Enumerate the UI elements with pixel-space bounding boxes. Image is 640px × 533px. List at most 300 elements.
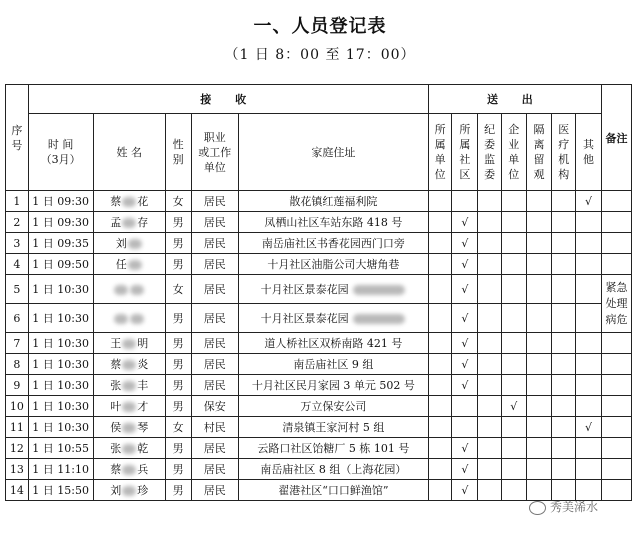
send-cell <box>526 304 552 333</box>
row-occupation: 居民 <box>191 354 238 375</box>
table-row <box>6 304 632 333</box>
send-cell <box>452 191 478 212</box>
send-cell <box>478 275 502 304</box>
header-send-char: 他 <box>583 153 595 166</box>
address-text: 十月社区景泰花园 <box>260 283 349 296</box>
header-send-char: 所 <box>459 123 471 136</box>
row-gender: 男 <box>165 212 191 233</box>
send-cell <box>552 396 576 417</box>
send-cell <box>478 333 502 354</box>
send-cell <box>526 438 552 459</box>
redacted-text <box>128 239 142 249</box>
remark-note-line: 处理 <box>605 296 628 310</box>
send-cell <box>526 375 552 396</box>
name-given: 珍 <box>137 484 149 497</box>
row-number: 13 <box>6 459 29 480</box>
wechat-icon <box>529 501 546 515</box>
header-send-col-3 <box>501 114 526 191</box>
send-cell <box>576 254 602 275</box>
send-cell: √ <box>452 275 478 304</box>
send-cell <box>428 354 452 375</box>
send-cell <box>526 333 552 354</box>
page-title: 一、人员登记表 <box>253 16 387 37</box>
redacted-text <box>122 197 136 207</box>
header-occupation <box>191 114 238 191</box>
redacted-text <box>122 465 136 475</box>
header-send-char: 医 <box>558 123 570 136</box>
redacted-text <box>122 402 136 412</box>
send-cell: √ <box>452 375 478 396</box>
header-send-char: 业 <box>508 138 520 151</box>
row-occupation: 居民 <box>191 438 238 459</box>
header-receive-group: 接 收 <box>28 85 428 114</box>
redacted-text <box>122 218 136 228</box>
row-time: 1 日 09:50 <box>28 254 93 275</box>
row-address <box>238 417 428 438</box>
send-cell <box>428 333 452 354</box>
row-address <box>238 191 428 212</box>
header-gender-line: 性 <box>172 138 184 151</box>
row-number: 12 <box>6 438 29 459</box>
remark-cell <box>601 375 631 396</box>
send-cell <box>552 459 576 480</box>
row-gender: 男 <box>165 459 191 480</box>
remark-cell <box>601 438 631 459</box>
header-send-char: 单 <box>434 153 446 166</box>
remark-cell <box>601 212 631 233</box>
redacted-text <box>114 285 128 295</box>
redacted-text <box>122 486 136 496</box>
row-gender: 男 <box>165 438 191 459</box>
name-given: 才 <box>137 400 149 413</box>
header-send-char: 其 <box>583 138 595 151</box>
remark-note <box>601 275 631 333</box>
send-cell <box>501 375 526 396</box>
row-name <box>93 233 165 254</box>
table-row <box>6 275 632 304</box>
row-occupation: 居民 <box>191 212 238 233</box>
name-given: 丰 <box>137 379 149 392</box>
header-time-line: 时 间 <box>47 138 74 151</box>
header-send-char: 隔 <box>533 123 545 136</box>
row-occupation: 村民 <box>191 417 238 438</box>
address-text: 十月社区油脂公司大塘角巷 <box>267 258 400 271</box>
send-cell <box>576 233 602 254</box>
name-surname: 张 <box>110 379 122 392</box>
name-given: 存 <box>137 216 149 229</box>
remark-cell <box>601 254 631 275</box>
row-gender: 男 <box>165 354 191 375</box>
name-surname: 侯 <box>110 421 122 434</box>
address-text: 清泉镇王家河村 5 组 <box>282 421 385 434</box>
redacted-text <box>122 444 136 454</box>
redacted-text <box>122 339 136 349</box>
header-send-char: 纪 <box>484 123 496 136</box>
name-given: 明 <box>137 337 149 350</box>
header-send-char: 企 <box>508 123 520 136</box>
header-seq-line: 序 <box>11 123 23 137</box>
header-send-char: 所 <box>434 123 446 136</box>
send-cell <box>501 233 526 254</box>
row-number: 10 <box>6 396 29 417</box>
send-cell <box>552 191 576 212</box>
redacted-text <box>130 285 144 295</box>
row-address <box>238 396 428 417</box>
header-send-char: 属 <box>434 138 446 151</box>
row-time: 1 日 15:50 <box>28 480 93 501</box>
send-cell: √ <box>452 212 478 233</box>
send-cell <box>501 480 526 501</box>
header-occupation-line: 单位 <box>203 160 226 174</box>
row-number: 4 <box>6 254 29 275</box>
send-cell: √ <box>452 233 478 254</box>
row-time: 1 日 09:30 <box>28 212 93 233</box>
send-cell: √ <box>452 480 478 501</box>
row-number: 3 <box>6 233 29 254</box>
header-name: 姓 名 <box>93 114 165 191</box>
name-surname: 孟 <box>110 216 122 229</box>
table-row <box>6 417 632 438</box>
send-cell <box>552 254 576 275</box>
send-cell: √ <box>501 396 526 417</box>
row-gender: 男 <box>165 333 191 354</box>
address-text: 南岳庙社区书香花园西门口旁 <box>261 237 405 250</box>
row-gender: 女 <box>165 275 191 304</box>
name-surname: 蔡 <box>110 358 122 371</box>
send-cell <box>428 459 452 480</box>
header-send-col-2 <box>478 114 502 191</box>
row-occupation: 居民 <box>191 275 238 304</box>
name-surname: 蔡 <box>110 195 122 208</box>
header-seq-line: 号 <box>11 138 23 152</box>
send-cell <box>526 396 552 417</box>
row-gender: 女 <box>165 417 191 438</box>
row-occupation: 保安 <box>191 396 238 417</box>
header-send-char: 位 <box>508 168 520 181</box>
send-cell <box>552 438 576 459</box>
page-subtitle: （1 日 8：00 至 17：00） <box>224 47 416 63</box>
table-row <box>6 233 632 254</box>
send-cell <box>428 254 452 275</box>
row-gender: 男 <box>165 480 191 501</box>
name-given: 炎 <box>137 358 149 371</box>
row-gender: 男 <box>165 233 191 254</box>
send-cell <box>526 354 552 375</box>
row-number: 7 <box>6 333 29 354</box>
send-cell <box>526 417 552 438</box>
send-cell <box>478 459 502 480</box>
row-time: 1 日 10:55 <box>28 438 93 459</box>
row-time: 1 日 09:30 <box>28 191 93 212</box>
row-name <box>93 459 165 480</box>
remark-cell <box>601 396 631 417</box>
send-cell <box>552 333 576 354</box>
row-name <box>93 438 165 459</box>
row-name <box>93 254 165 275</box>
send-cell <box>428 480 452 501</box>
header-send-group: 送 出 <box>428 85 601 114</box>
row-address <box>238 304 428 333</box>
header-occupation-line: 职业 <box>203 130 226 144</box>
row-number: 1 <box>6 191 29 212</box>
row-gender: 女 <box>165 191 191 212</box>
send-cell: √ <box>576 417 602 438</box>
header-send-char: 留 <box>533 153 545 166</box>
row-address <box>238 459 428 480</box>
address-text: 云路口社区饴糖厂 5 栋 101 号 <box>257 442 410 455</box>
send-cell <box>526 254 552 275</box>
send-cell <box>478 304 502 333</box>
send-cell <box>552 304 576 333</box>
send-cell <box>552 212 576 233</box>
row-address <box>238 212 428 233</box>
header-send-col-5 <box>552 114 576 191</box>
row-name <box>93 375 165 396</box>
remark-note-line: 紧急 <box>605 280 628 294</box>
row-address <box>238 233 428 254</box>
table-row <box>6 396 632 417</box>
row-number: 14 <box>6 480 29 501</box>
header-send-col-1 <box>452 114 478 191</box>
address-text: 南岳庙社区 8 组（上海花园） <box>260 463 407 476</box>
row-occupation: 居民 <box>191 459 238 480</box>
header-send-char: 监 <box>484 153 496 166</box>
send-cell <box>428 212 452 233</box>
header-address: 家庭住址 <box>238 114 428 191</box>
row-occupation: 居民 <box>191 254 238 275</box>
send-cell <box>478 354 502 375</box>
row-occupation: 居民 <box>191 333 238 354</box>
send-cell <box>478 191 502 212</box>
row-occupation: 居民 <box>191 304 238 333</box>
header-send-char: 属 <box>459 138 471 151</box>
header-send-char: 观 <box>533 168 545 181</box>
remark-cell <box>601 233 631 254</box>
row-name <box>93 396 165 417</box>
send-cell <box>452 396 478 417</box>
send-cell <box>428 417 452 438</box>
send-cell <box>478 375 502 396</box>
row-time: 1 日 10:30 <box>28 396 93 417</box>
header-send-char: 区 <box>459 168 471 181</box>
header-time-line: （3月） <box>40 153 81 166</box>
send-cell <box>576 212 602 233</box>
redacted-text <box>122 360 136 370</box>
row-address <box>238 480 428 501</box>
send-cell <box>552 375 576 396</box>
header-send-col-4 <box>526 114 552 191</box>
send-cell <box>576 354 602 375</box>
row-number: 5 <box>6 275 29 304</box>
send-cell <box>478 254 502 275</box>
send-cell <box>428 438 452 459</box>
name-surname: 叶 <box>110 400 122 413</box>
row-time: 1 日 09:35 <box>28 233 93 254</box>
remark-cell <box>601 480 631 501</box>
name-surname: 刘 <box>115 237 127 250</box>
table-row <box>6 212 632 233</box>
row-gender: 男 <box>165 396 191 417</box>
send-cell: √ <box>452 438 478 459</box>
send-cell <box>428 375 452 396</box>
remark-cell <box>601 354 631 375</box>
send-cell <box>552 233 576 254</box>
redacted-text <box>128 260 142 270</box>
send-cell <box>501 333 526 354</box>
row-name <box>93 304 165 333</box>
send-cell <box>526 233 552 254</box>
name-surname: 刘 <box>110 484 122 497</box>
table-row <box>6 375 632 396</box>
row-address <box>238 275 428 304</box>
send-cell <box>478 438 502 459</box>
remark-cell <box>601 333 631 354</box>
row-time: 1 日 10:30 <box>28 275 93 304</box>
address-text: 南岳庙社区 9 组 <box>293 358 374 371</box>
send-cell <box>501 417 526 438</box>
address-text: 道人桥社区双桥南路 421 号 <box>264 337 403 350</box>
row-occupation: 居民 <box>191 233 238 254</box>
row-name <box>93 275 165 304</box>
address-text: 散花镇红莲福利院 <box>289 195 378 208</box>
name-given: 琴 <box>137 421 149 434</box>
send-cell <box>501 275 526 304</box>
row-number: 6 <box>6 304 29 333</box>
send-cell <box>526 275 552 304</box>
table-row <box>6 459 632 480</box>
send-cell <box>428 275 452 304</box>
send-cell <box>552 417 576 438</box>
header-remark: 备注 <box>601 85 631 191</box>
header-send-char: 离 <box>533 138 545 151</box>
send-cell <box>428 304 452 333</box>
row-address <box>238 438 428 459</box>
watermark <box>529 498 598 515</box>
row-name <box>93 417 165 438</box>
address-text: 万立保安公司 <box>300 400 367 413</box>
redacted-text <box>130 314 144 324</box>
row-address <box>238 354 428 375</box>
header-send-char: 单 <box>508 153 520 166</box>
header-send-char: 机 <box>558 153 570 166</box>
redacted-text <box>122 381 136 391</box>
send-cell <box>501 354 526 375</box>
remark-cell <box>601 191 631 212</box>
row-gender: 男 <box>165 304 191 333</box>
send-cell <box>478 233 502 254</box>
redacted-text <box>122 423 136 433</box>
send-cell <box>428 396 452 417</box>
name-surname: 张 <box>110 442 122 455</box>
send-cell <box>552 354 576 375</box>
header-send-char: 构 <box>558 168 570 181</box>
name-given: 乾 <box>137 442 149 455</box>
row-time: 1 日 10:30 <box>28 354 93 375</box>
row-time: 1 日 11:10 <box>28 459 93 480</box>
address-text: 十月社区景泰花园 <box>260 312 349 325</box>
row-occupation: 居民 <box>191 191 238 212</box>
send-cell <box>576 438 602 459</box>
redacted-text <box>114 314 128 324</box>
header-send-char: 委 <box>484 138 496 151</box>
send-cell: √ <box>452 254 478 275</box>
send-cell <box>526 191 552 212</box>
header-send-char: 委 <box>484 168 496 181</box>
send-cell <box>526 459 552 480</box>
row-name <box>93 212 165 233</box>
remark-cell <box>601 417 631 438</box>
send-cell: √ <box>452 333 478 354</box>
send-cell <box>526 212 552 233</box>
send-cell <box>501 254 526 275</box>
send-cell <box>478 480 502 501</box>
send-cell: √ <box>452 354 478 375</box>
send-cell <box>501 438 526 459</box>
address-text: 凤栖山社区车站东路 418 号 <box>264 216 403 229</box>
row-occupation: 居民 <box>191 375 238 396</box>
row-name <box>93 191 165 212</box>
send-cell <box>478 417 502 438</box>
table-row <box>6 438 632 459</box>
row-name <box>93 354 165 375</box>
row-gender: 男 <box>165 254 191 275</box>
send-cell <box>428 233 452 254</box>
send-cell <box>576 333 602 354</box>
remark-cell <box>601 459 631 480</box>
row-address <box>238 333 428 354</box>
name-surname: 任 <box>115 258 127 271</box>
header-send-col-0 <box>428 114 452 191</box>
row-occupation: 居民 <box>191 480 238 501</box>
header-send-char: 社 <box>459 153 471 166</box>
watermark-text: 秀美浠水 <box>550 500 599 514</box>
header-send-char: 位 <box>434 168 446 181</box>
row-name <box>93 480 165 501</box>
header-send-char: 疗 <box>558 138 570 151</box>
header-time <box>28 114 93 191</box>
send-cell <box>576 375 602 396</box>
row-number: 2 <box>6 212 29 233</box>
send-cell <box>478 396 502 417</box>
row-time: 1 日 10:30 <box>28 375 93 396</box>
send-cell <box>501 459 526 480</box>
send-cell <box>478 212 502 233</box>
remark-note-line: 病危 <box>605 312 628 326</box>
row-name <box>93 333 165 354</box>
table-row <box>6 191 632 212</box>
name-surname: 王 <box>110 337 122 350</box>
address-text: 十月社区民月家园 3 单元 502 号 <box>251 379 415 392</box>
redacted-text <box>353 285 405 295</box>
header-gender-line: 别 <box>172 153 184 166</box>
send-cell: √ <box>576 191 602 212</box>
send-cell: √ <box>452 304 478 333</box>
send-cell: √ <box>452 459 478 480</box>
row-time: 1 日 10:30 <box>28 304 93 333</box>
send-cell <box>576 396 602 417</box>
row-gender: 男 <box>165 375 191 396</box>
send-cell <box>576 304 602 333</box>
name-surname: 蔡 <box>110 463 122 476</box>
send-cell <box>552 275 576 304</box>
table-row <box>6 354 632 375</box>
send-cell <box>501 304 526 333</box>
name-given: 兵 <box>137 463 149 476</box>
row-address <box>238 375 428 396</box>
send-cell <box>501 191 526 212</box>
header-send-col-6 <box>576 114 602 191</box>
address-text: 翟港社区“口口鲜渔馆” <box>278 484 389 497</box>
